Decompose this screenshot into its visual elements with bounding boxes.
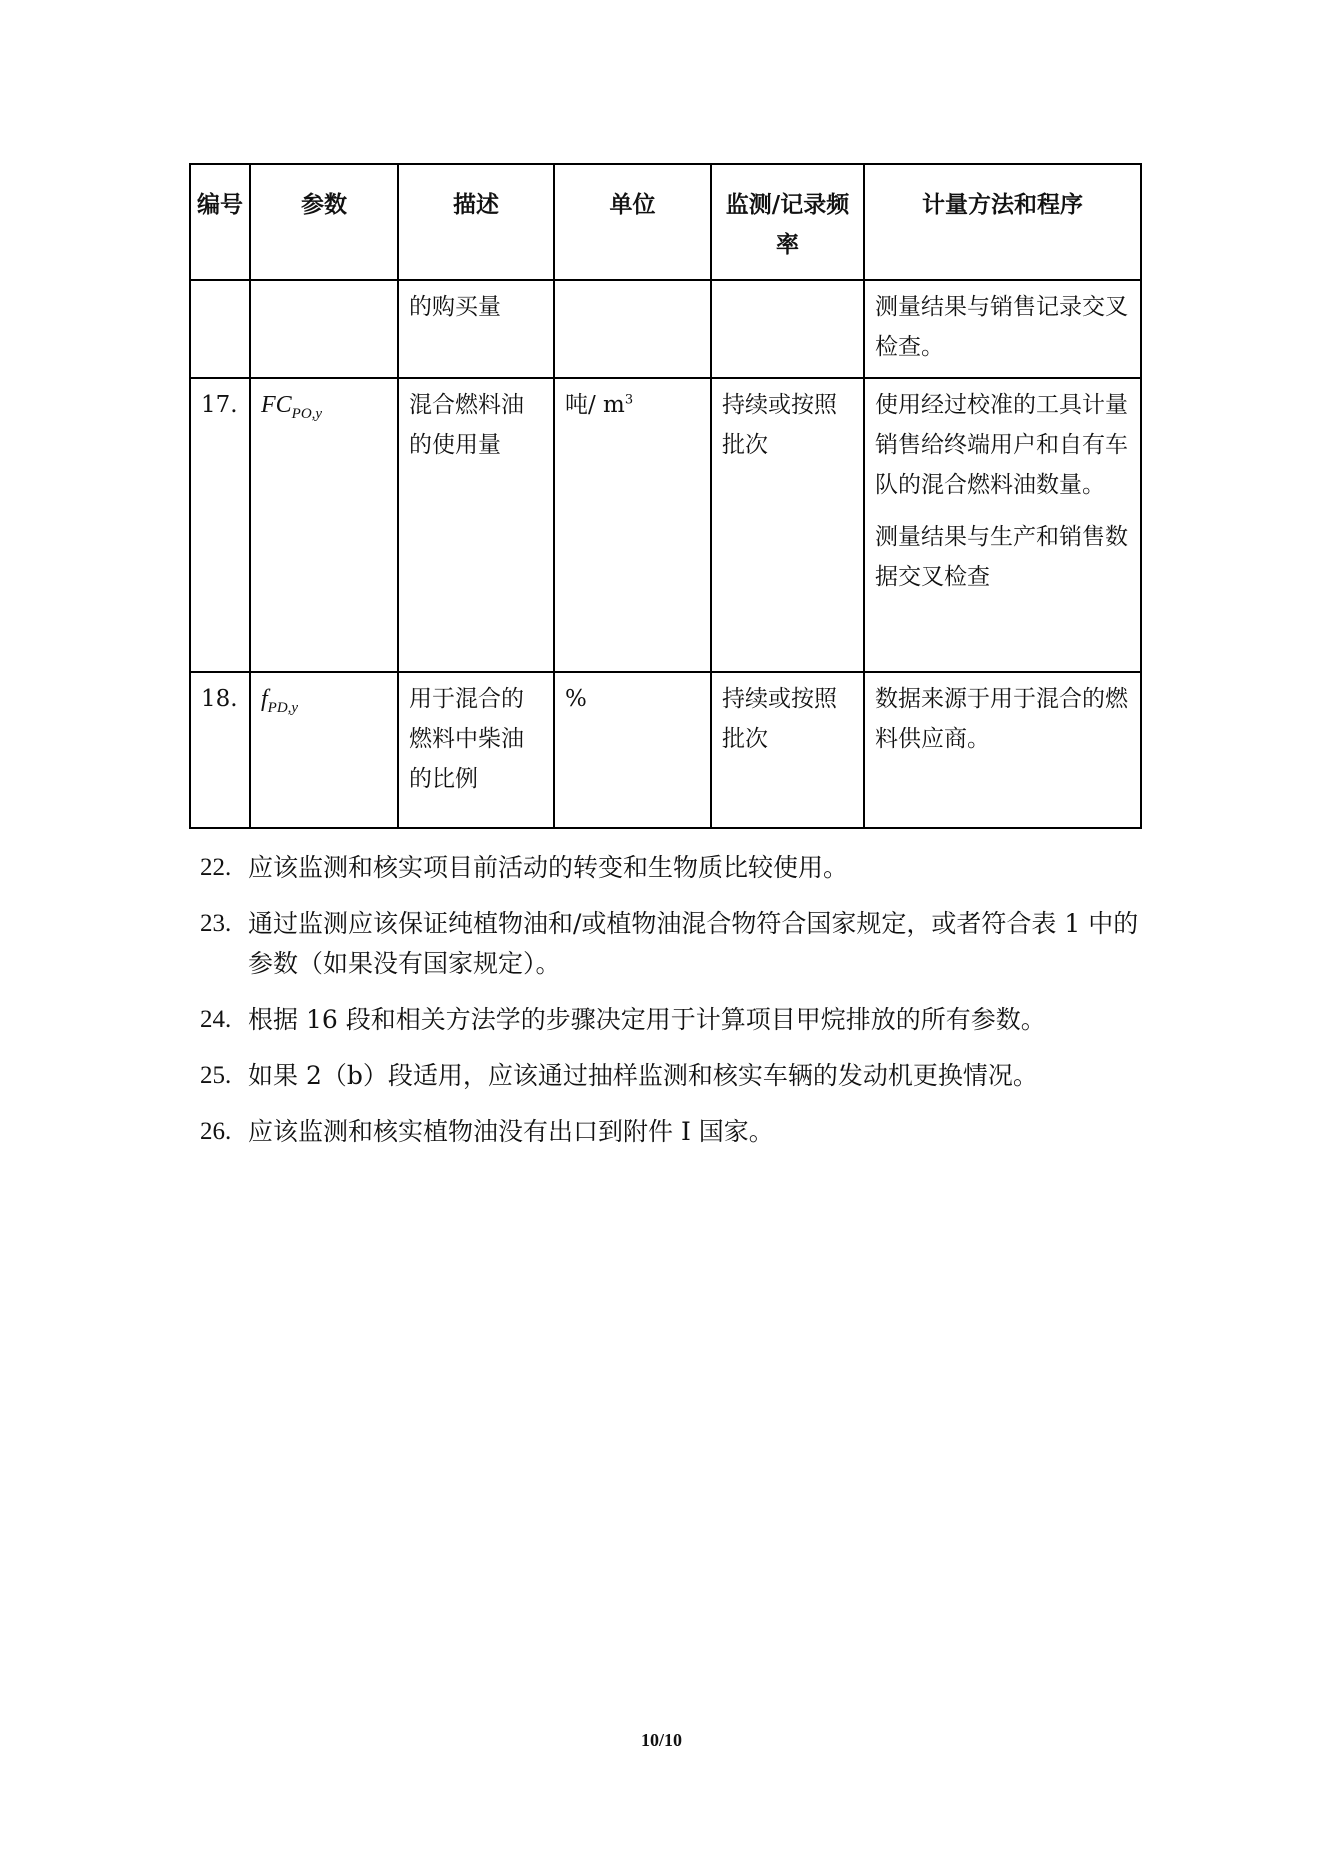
method-text: 使用经过校准的工具计量销售给终端用户和自有车队的混合燃料油数量。 bbox=[875, 392, 1128, 498]
table-row bbox=[190, 378, 1141, 672]
table-row bbox=[190, 280, 1141, 378]
cell-freq bbox=[711, 280, 864, 378]
unit-text: 吨/ m bbox=[565, 392, 625, 418]
parameter-symbol: $f_{PD,y}$ bbox=[261, 686, 299, 716]
cell-desc: 的购买量 bbox=[398, 280, 554, 378]
paragraph-text: 通过监测应该保证纯植物油和/或植物油混合物符合国家规定，或者符合表 1 中的参数（如果没有国家规定）。 bbox=[248, 909, 1139, 978]
cell-method bbox=[864, 378, 1141, 672]
paragraph-number: 26. bbox=[200, 1118, 232, 1145]
paragraph-number: 24. bbox=[200, 1006, 232, 1033]
cell-no: 17. bbox=[190, 378, 250, 672]
paragraph-item bbox=[200, 848, 1140, 888]
cell-no: 18. bbox=[190, 672, 250, 828]
header-freq: 监测/记录频率 bbox=[711, 164, 864, 280]
parameter-symbol: $FC_{PO,y}$ bbox=[261, 392, 323, 422]
cell-unit bbox=[554, 280, 711, 378]
parameter-subscript: PO,y bbox=[291, 405, 323, 422]
cell-freq: 持续或按照批次 bbox=[711, 672, 864, 828]
header-unit: 单位 bbox=[554, 164, 711, 280]
cell-unit bbox=[554, 378, 711, 672]
paragraph-text: 应该监测和核实项目前活动的转变和生物质比较使用。 bbox=[248, 853, 849, 882]
cell-no bbox=[190, 280, 250, 378]
cell-unit bbox=[554, 672, 711, 828]
method-text: 测量结果与生产和销售数据交叉检查 bbox=[875, 524, 1128, 590]
paragraph-text: 如果 2（b）段适用，应该通过抽样监测和核实车辆的发动机更换情况。 bbox=[248, 1061, 1038, 1090]
page-number: 10/10 bbox=[640, 1730, 682, 1750]
cell-method bbox=[864, 280, 1141, 378]
paragraph-text: 应该监测和核实植物油没有出口到附件 I 国家。 bbox=[248, 1117, 774, 1146]
paragraph-text: 根据 16 段和相关方法学的步骤决定用于计算项目甲烷排放的所有参数。 bbox=[248, 1005, 1046, 1034]
cell-method bbox=[864, 672, 1141, 828]
header-param: 参数 bbox=[250, 164, 398, 280]
paragraph-item bbox=[200, 904, 1140, 984]
table-row bbox=[190, 672, 1141, 828]
cell-param bbox=[250, 672, 398, 828]
method-text: 数据来源于用于混合的燃料供应商。 bbox=[875, 686, 1128, 752]
cell-desc: 用于混合的燃料中柴油的比例 bbox=[398, 672, 554, 828]
parameter-subscript: PD,y bbox=[267, 699, 299, 716]
header-no: 编号 bbox=[190, 164, 250, 280]
numbered-paragraphs bbox=[200, 848, 1140, 1168]
cell-freq: 持续或按照批次 bbox=[711, 378, 864, 672]
cell-desc: 混合燃料油的使用量 bbox=[398, 378, 554, 672]
header-method: 计量方法和程序 bbox=[864, 164, 1141, 280]
monitoring-parameter-table bbox=[189, 163, 1142, 829]
paragraph-number: 23. bbox=[200, 910, 232, 937]
cell-param bbox=[250, 280, 398, 378]
method-text: 测量结果与销售记录交叉检查。 bbox=[875, 294, 1128, 360]
paragraph-item bbox=[200, 1000, 1140, 1040]
paragraph-item bbox=[200, 1112, 1140, 1152]
cell-param bbox=[250, 378, 398, 672]
paragraph-number: 22. bbox=[200, 854, 232, 881]
unit-superscript: 3 bbox=[624, 392, 634, 408]
paragraph-number: 25. bbox=[200, 1062, 232, 1089]
header-desc: 描述 bbox=[398, 164, 554, 280]
unit-text: % bbox=[565, 686, 587, 712]
paragraph-item bbox=[200, 1056, 1140, 1096]
table-header-row bbox=[190, 164, 1141, 280]
